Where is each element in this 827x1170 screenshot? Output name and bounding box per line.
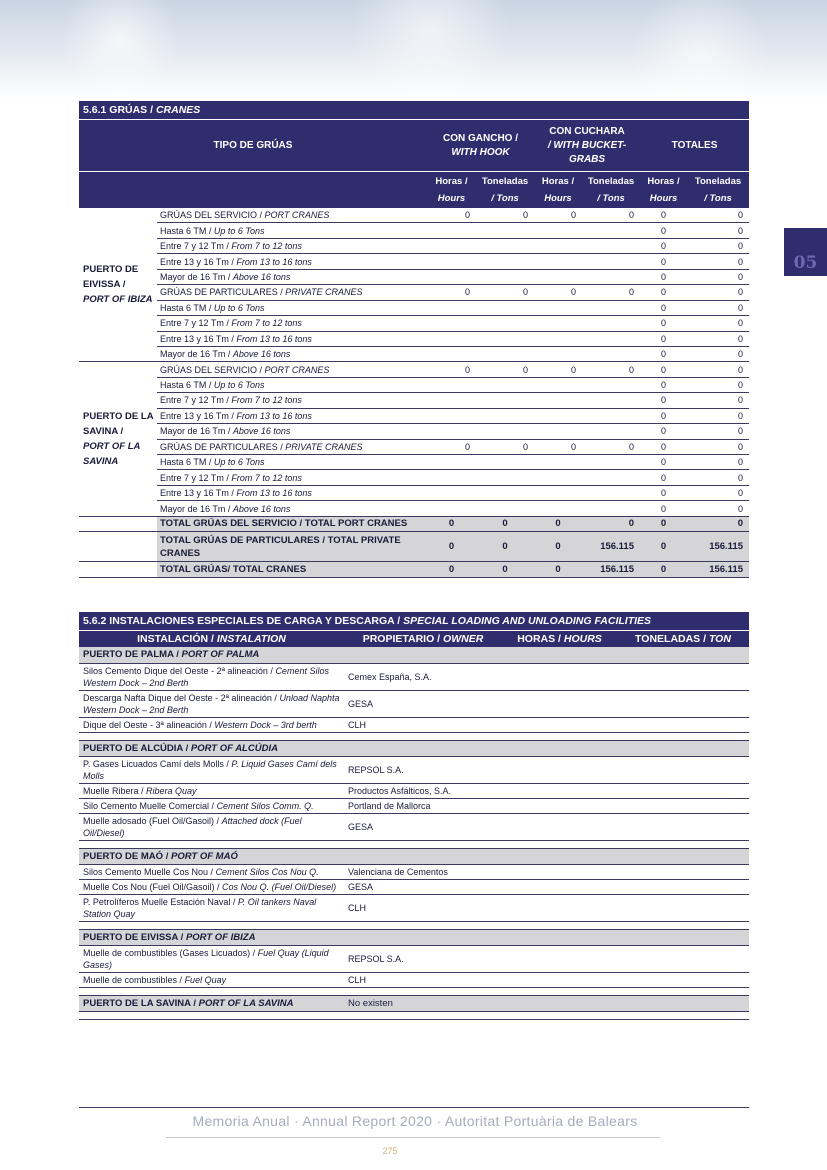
facility-row [79, 756, 749, 783]
facility-port-name: PUERTO DE ALCÚDIA / PORT OF ALCÚDIA [79, 740, 344, 756]
facility-row [79, 663, 749, 690]
cranes-subheader-row [79, 172, 749, 208]
crane-value [582, 269, 640, 284]
total-value: 0 [476, 532, 534, 562]
crane-value [427, 408, 476, 423]
crane-value: 0 [640, 223, 687, 238]
crane-value [427, 393, 476, 408]
cranes-body [79, 208, 749, 578]
crane-value: 0 [687, 377, 749, 392]
crane-value: 0 [640, 238, 687, 253]
header-totales: TOTALES [640, 120, 749, 172]
crane-value [427, 269, 476, 284]
facility-spacer [79, 732, 749, 740]
facility-owner: GESA [344, 813, 502, 840]
crane-total-row [79, 562, 749, 578]
crane-value [476, 269, 534, 284]
crane-value [476, 470, 534, 485]
facility-port-row [79, 647, 749, 663]
page-number: 275 [382, 1146, 398, 1156]
total-value: 0 [640, 562, 687, 578]
facility-owner: Productos Asfálticos, S.A. [344, 783, 502, 798]
crane-value: 0 [640, 424, 687, 439]
crane-value: 0 [476, 285, 534, 300]
crane-value: 0 [687, 238, 749, 253]
crane-value: 0 [640, 300, 687, 315]
facility-name: Muelle de combustibles (Gases Licuados) / Fuel Quay (Liquid Gases) [79, 945, 344, 972]
facility-spacer [79, 987, 749, 995]
crane-value [427, 485, 476, 500]
crane-type-label: Entre 7 y 12 Tm / From 7 to 12 tons [157, 470, 427, 485]
facility-spacer [79, 1011, 749, 1019]
crane-value [582, 485, 640, 500]
crane-value [427, 254, 476, 269]
total-value: 0 [640, 516, 687, 532]
facility-row [79, 945, 749, 972]
crane-value [534, 254, 582, 269]
facility-row [79, 972, 749, 987]
subheader: Horas / Hours [534, 172, 582, 208]
facility-port-owner [344, 740, 502, 756]
facility-name: Dique del Oeste - 3ª alineación / Western Dock – 3rd berth [79, 717, 344, 732]
total-value: 156.115 [582, 532, 640, 562]
crane-type-label: Entre 7 y 12 Tm / From 7 to 12 tons [157, 316, 427, 331]
crane-value: 0 [640, 331, 687, 346]
facilities-body [79, 631, 749, 1020]
crane-value [476, 300, 534, 315]
total-value: 0 [534, 532, 582, 562]
subheader: Toneladas / Tons [687, 172, 749, 208]
crane-value [582, 501, 640, 516]
crane-row [79, 485, 749, 500]
facility-row [79, 894, 749, 921]
crane-type-label: Hasta 6 TM / Up to 6 Tons [157, 300, 427, 315]
crane-row [79, 501, 749, 516]
crane-value [582, 331, 640, 346]
cranes-section-title: 5.6.1 GRÚAS / CRANES [79, 101, 749, 119]
crane-row [79, 424, 749, 439]
facility-port-row [79, 929, 749, 945]
crane-value: 0 [640, 485, 687, 500]
facility-owner: GESA [344, 690, 502, 717]
facility-port-row [79, 995, 749, 1011]
crane-value: 0 [640, 377, 687, 392]
crane-value [476, 254, 534, 269]
crane-row [79, 393, 749, 408]
crane-row [79, 362, 749, 377]
cranes-section [79, 101, 749, 578]
crane-value: 0 [687, 269, 749, 284]
crane-value: 0 [687, 300, 749, 315]
facility-row [79, 690, 749, 717]
total-value: 0 [476, 562, 534, 578]
crane-value: 0 [687, 285, 749, 300]
header-background [0, 0, 827, 100]
crane-value: 0 [534, 439, 582, 454]
crane-value: 0 [640, 408, 687, 423]
crane-value: 0 [640, 455, 687, 470]
crane-row [79, 223, 749, 238]
crane-value: 0 [427, 439, 476, 454]
facility-port-owner [344, 929, 502, 945]
total-value: 156.115 [687, 562, 749, 578]
crane-value: 0 [687, 470, 749, 485]
crane-value [476, 346, 534, 361]
crane-type-label: Hasta 6 TM / Up to 6 Tons [157, 223, 427, 238]
crane-type-label: Hasta 6 TM / Up to 6 Tons [157, 455, 427, 470]
crane-type-label: GRÚAS DEL SERVICIO / PORT CRANES [157, 208, 427, 223]
crane-value [427, 455, 476, 470]
total-value: 0 [640, 532, 687, 562]
crane-value [534, 238, 582, 253]
facility-owner: Cemex España, S.A. [344, 663, 502, 690]
crane-type-label: Entre 13 y 16 Tm / From 13 to 16 tons [157, 485, 427, 500]
crane-value: 0 [687, 408, 749, 423]
crane-value: 0 [687, 331, 749, 346]
crane-value [476, 485, 534, 500]
crane-value: 0 [687, 316, 749, 331]
footer-text: Memoria Anual · Annual Report 2020 · Autoritat Portuària de Balears [192, 1113, 638, 1129]
crane-value [534, 223, 582, 238]
crane-value: 0 [640, 254, 687, 269]
subheader: Horas / Hours [427, 172, 476, 208]
crane-value: 0 [687, 208, 749, 223]
crane-value [534, 424, 582, 439]
crane-value: 0 [427, 362, 476, 377]
facility-port-owner [344, 848, 502, 864]
crane-value [476, 316, 534, 331]
header-cuchara: CON CUCHARA / WITH BUCKET-GRABS [534, 120, 640, 172]
total-value: 0 [476, 516, 534, 532]
facility-row [79, 813, 749, 840]
crane-type-label: Mayor de 16 Tm / Above 16 tons [157, 501, 427, 516]
crane-row [79, 238, 749, 253]
facility-owner: CLH [344, 894, 502, 921]
subheader: Toneladas / Tons [476, 172, 534, 208]
crane-value [534, 331, 582, 346]
crane-value: 0 [640, 316, 687, 331]
crane-value [427, 316, 476, 331]
facility-spacer [79, 840, 749, 848]
cranes-header-row [79, 120, 749, 172]
crane-row [79, 377, 749, 392]
crane-type-label: GRÚAS DE PARTICULARES / PRIVATE CRANES [157, 285, 427, 300]
crane-value [582, 424, 640, 439]
facility-owner: Valenciana de Cementos [344, 864, 502, 879]
facility-name: Muelle Ribera / Ribera Quay [79, 783, 344, 798]
crane-row [79, 254, 749, 269]
chapter-tab: 05 [784, 228, 827, 276]
crane-value: 0 [427, 208, 476, 223]
crane-value: 0 [640, 285, 687, 300]
facility-port-name: PUERTO DE MAÓ / PORT OF MAÓ [79, 848, 344, 864]
crane-value [476, 501, 534, 516]
crane-type-label: Mayor de 16 Tm / Above 16 tons [157, 269, 427, 284]
crane-value: 0 [582, 285, 640, 300]
subheader: Horas / Hours [640, 172, 687, 208]
crane-type-label: GRÚAS DE PARTICULARES / PRIVATE CRANES [157, 439, 427, 454]
crane-value: 0 [640, 501, 687, 516]
crane-value [427, 331, 476, 346]
header-propietario: PROPIETARIO / OWNER [344, 631, 502, 648]
crane-value [476, 223, 534, 238]
crane-value [534, 300, 582, 315]
crane-row [79, 346, 749, 361]
crane-value: 0 [582, 208, 640, 223]
crane-type-label: Entre 7 y 12 Tm / From 7 to 12 tons [157, 238, 427, 253]
crane-total-row [79, 516, 749, 532]
facilities-header-row [79, 631, 749, 648]
crane-value: 0 [640, 269, 687, 284]
total-label: TOTAL GRÚAS DE PARTICULARES / TOTAL PRIVATE CRANES [157, 532, 427, 562]
crane-value [427, 238, 476, 253]
header-horas: HORAS / HOURS [502, 631, 617, 648]
crane-value [582, 316, 640, 331]
facility-port-owner [344, 647, 502, 663]
facility-row [79, 879, 749, 894]
footer-divider [79, 1107, 749, 1108]
crane-value: 0 [534, 208, 582, 223]
crane-value [582, 455, 640, 470]
crane-value [427, 424, 476, 439]
cranes-table [79, 119, 749, 578]
crane-row [79, 408, 749, 423]
facility-owner: REPSOL S.A. [344, 756, 502, 783]
total-value: 156.115 [687, 532, 749, 562]
crane-value: 0 [687, 393, 749, 408]
facility-name: Muelle Cos Nou (Fuel Oil/Gasoil) / Cos Nou Q. (Fuel Oil/Diesel) [79, 879, 344, 894]
crane-type-label: Entre 13 y 16 Tm / From 13 to 16 tons [157, 331, 427, 346]
crane-value [476, 377, 534, 392]
crane-value [476, 408, 534, 423]
crane-value: 0 [640, 208, 687, 223]
total-value: 0 [427, 516, 476, 532]
crane-value: 0 [687, 346, 749, 361]
crane-value [534, 393, 582, 408]
facility-port-row [79, 848, 749, 864]
facility-owner: REPSOL S.A. [344, 945, 502, 972]
facility-owner: CLH [344, 972, 502, 987]
facility-port-name: PUERTO DE LA SAVINA / PORT OF LA SAVINA [79, 995, 344, 1011]
crane-value: 0 [427, 285, 476, 300]
crane-value [582, 408, 640, 423]
crane-value [534, 485, 582, 500]
facility-name: Muelle adosado (Fuel Oil/Gasoil) / Attached dock (Fuel Oil/Diesel) [79, 813, 344, 840]
crane-type-label: Mayor de 16 Tm / Above 16 tons [157, 424, 427, 439]
crane-value: 0 [687, 439, 749, 454]
crane-value [476, 393, 534, 408]
crane-value: 0 [582, 362, 640, 377]
crane-value: 0 [687, 485, 749, 500]
crane-value: 0 [687, 254, 749, 269]
facility-spacer [79, 921, 749, 929]
crane-row [79, 208, 749, 223]
crane-value: 0 [534, 362, 582, 377]
crane-value [534, 470, 582, 485]
crane-value: 0 [640, 439, 687, 454]
facility-name: P. Gases Licuados Camí dels Molls / P. Liquid Gases Camí dels Molls [79, 756, 344, 783]
crane-row [79, 316, 749, 331]
total-label: TOTAL GRÚAS/ TOTAL CRANES [157, 562, 427, 578]
facility-name: Silo Cemento Muelle Comercial / Cement Silos Comm. Q. [79, 798, 344, 813]
facility-owner: GESA [344, 879, 502, 894]
crane-type-label: Entre 13 y 16 Tm / From 13 to 16 tons [157, 408, 427, 423]
port-name: PUERTO DE EIVISSA / PORT OF IBIZA [79, 208, 157, 362]
crane-value [582, 254, 640, 269]
facility-port-name: PUERTO DE PALMA / PORT OF PALMA [79, 647, 344, 663]
facilities-section [79, 612, 749, 1020]
facility-owner: CLH [344, 717, 502, 732]
crane-value [427, 377, 476, 392]
total-value: 0 [582, 516, 640, 532]
crane-value [476, 331, 534, 346]
crane-value: 0 [476, 439, 534, 454]
crane-value [427, 223, 476, 238]
crane-type-label: Entre 7 y 12 Tm / From 7 to 12 tons [157, 393, 427, 408]
facility-name: Silos Cemento Muelle Cos Nou / Cement Silos Cos Nou Q. [79, 864, 344, 879]
crane-value [534, 501, 582, 516]
crane-row [79, 331, 749, 346]
crane-value [582, 470, 640, 485]
subheader: Toneladas / Tons [582, 172, 640, 208]
crane-value: 0 [687, 223, 749, 238]
crane-value [427, 346, 476, 361]
crane-total-row [79, 532, 749, 562]
crane-row [79, 455, 749, 470]
crane-value [582, 393, 640, 408]
crane-value: 0 [687, 501, 749, 516]
facility-row [79, 798, 749, 813]
crane-row [79, 269, 749, 284]
footer-underline [166, 1137, 660, 1138]
crane-value [582, 223, 640, 238]
facilities-section-title: 5.6.2 INSTALACIONES ESPECIALES DE CARGA Y DESCARGA / SPECIAL LOADING AND UNLOADING FACILITIES [79, 612, 749, 630]
crane-value: 0 [582, 439, 640, 454]
crane-value: 0 [640, 362, 687, 377]
facility-port-row [79, 740, 749, 756]
crane-value: 0 [476, 208, 534, 223]
facility-name: Muelle de combustibles / Fuel Quay [79, 972, 344, 987]
crane-value [427, 501, 476, 516]
crane-value: 0 [687, 362, 749, 377]
facility-port-name: PUERTO DE EIVISSA / PORT OF IBIZA [79, 929, 344, 945]
crane-type-label: Hasta 6 TM / Up to 6 Tons [157, 377, 427, 392]
crane-row [79, 439, 749, 454]
facility-owner: Portland de Mallorca [344, 798, 502, 813]
crane-value [476, 455, 534, 470]
crane-value: 0 [640, 393, 687, 408]
facility-row [79, 783, 749, 798]
crane-value [476, 238, 534, 253]
header-instalacion: INSTALACIÓN / INSTALATION [79, 631, 344, 648]
crane-value [534, 408, 582, 423]
crane-value [427, 300, 476, 315]
port-name: PUERTO DE LA SAVINA / PORT OF LA SAVINA [79, 362, 157, 516]
facilities-table [79, 630, 749, 1020]
crane-value [427, 470, 476, 485]
total-value: 0 [687, 516, 749, 532]
crane-value: 0 [687, 424, 749, 439]
total-label: TOTAL GRÚAS DEL SERVICIO / TOTAL PORT CRANES [157, 516, 427, 532]
crane-type-label: GRÚAS DEL SERVICIO / PORT CRANES [157, 362, 427, 377]
total-value: 0 [427, 532, 476, 562]
crane-row [79, 300, 749, 315]
crane-value [582, 377, 640, 392]
crane-value [534, 346, 582, 361]
crane-value [534, 316, 582, 331]
total-value: 0 [427, 562, 476, 578]
facility-row [79, 717, 749, 732]
header-tipo: TIPO DE GRÚAS [79, 120, 427, 172]
total-value: 0 [534, 562, 582, 578]
facility-name: Descarga Nafta Dique del Oeste - 2ª alineación / Unload Naphta Western Dock – 2nd Berth [79, 690, 344, 717]
crane-value: 0 [640, 470, 687, 485]
facility-row [79, 864, 749, 879]
crane-value: 0 [687, 455, 749, 470]
crane-value [582, 238, 640, 253]
crane-row [79, 285, 749, 300]
facility-name: Silos Cemento Dique del Oeste - 2ª alineación / Cement Silos Western Dock – 2nd Berth [79, 663, 344, 690]
crane-value [534, 269, 582, 284]
crane-type-label: Entre 13 y 16 Tm / From 13 to 16 tons [157, 254, 427, 269]
crane-value: 0 [476, 362, 534, 377]
crane-value: 0 [534, 285, 582, 300]
crane-value: 0 [640, 346, 687, 361]
facility-port-owner: No existen [344, 995, 502, 1011]
crane-row [79, 470, 749, 485]
total-value: 0 [534, 516, 582, 532]
total-value: 156.115 [582, 562, 640, 578]
crane-value [582, 300, 640, 315]
header-gancho: CON GANCHO / WITH HOOK [427, 120, 534, 172]
facility-name: P. Petrolíferos Muelle Estación Naval / P. Oil tankers Naval Station Quay [79, 894, 344, 921]
crane-type-label: Mayor de 16 Tm / Above 16 tons [157, 346, 427, 361]
crane-value [476, 424, 534, 439]
header-toneladas: TONELADAS / TON [617, 631, 749, 648]
crane-value [582, 346, 640, 361]
crane-value [534, 377, 582, 392]
crane-value [534, 455, 582, 470]
